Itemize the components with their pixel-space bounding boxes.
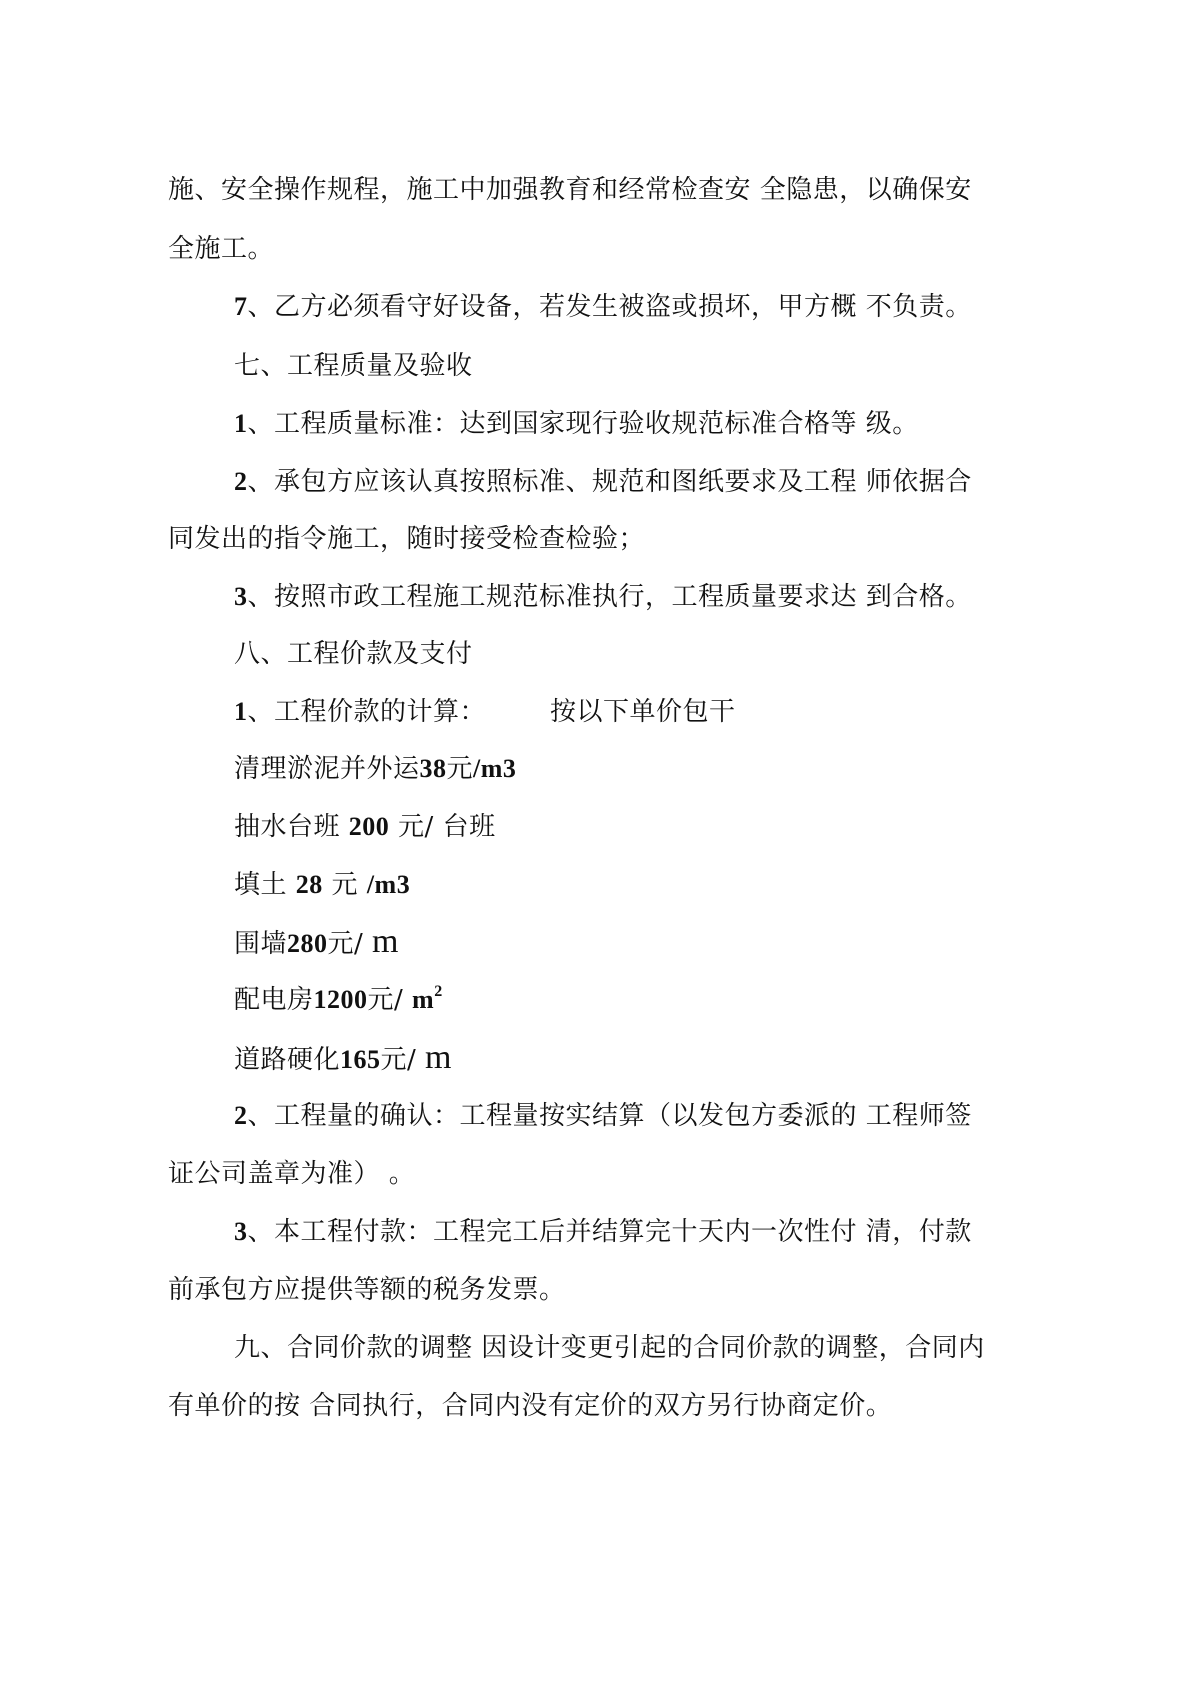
clause-2-quantity xyxy=(234,1096,972,1136)
clause-1 xyxy=(234,404,919,444)
clause-number: 2 xyxy=(234,467,248,496)
item-unit-suffix: m xyxy=(372,923,399,960)
text: 、按照市政工程施工规范标准执行，工程质量要求达 到合格。 xyxy=(247,582,972,612)
item-name: 配电房 xyxy=(234,985,314,1015)
section-heading-7 xyxy=(234,346,473,386)
clause-3 xyxy=(234,577,972,617)
item-unit: 元/ xyxy=(327,929,364,959)
clause-number: 7 xyxy=(234,292,248,321)
text: 、本工程付款：工程完工后并结算完十天内一次性付 清，付款 xyxy=(247,1217,972,1247)
item-unit: 元 xyxy=(446,754,474,784)
item-unit-suffix: /m3 xyxy=(366,870,411,899)
price-item xyxy=(234,1038,452,1078)
item-name: 填土 xyxy=(234,870,288,900)
text: 、工程质量标准：达到国家现行验收规范标准合格等 级。 xyxy=(247,409,919,439)
price-item xyxy=(234,922,399,962)
clause-number: 3 xyxy=(234,582,248,611)
item-price: 280 xyxy=(287,929,328,958)
text: 、工程量的确认：工程量按实结算（以发包方委派的 工程师签 xyxy=(247,1101,972,1131)
paragraph-line xyxy=(168,1154,415,1194)
item-name: 道路硬化 xyxy=(234,1045,341,1075)
item-unit: 元/ xyxy=(367,985,404,1015)
item-unit: 元 xyxy=(331,870,359,900)
item-unit-suffix: m xyxy=(412,985,435,1014)
text: 有单价的按 合同执行，合同内没有定价的双方另行协商定价。 xyxy=(168,1391,893,1421)
text: 、工程价款的计算： xyxy=(247,697,487,727)
clause-2 xyxy=(234,462,972,502)
item-name: 抽水台班 xyxy=(234,812,341,842)
clause-7 xyxy=(234,287,972,327)
text: 、乙方必须看守好设备，若发生被盗或损坏，甲方概 不负责。 xyxy=(247,292,972,322)
heading-text: 七、工程质量及验收 xyxy=(234,351,473,381)
clause-number: 2 xyxy=(234,1101,248,1130)
text: 按以下单价包干 xyxy=(550,697,736,727)
paragraph-line xyxy=(168,1386,892,1426)
clause-number: 3 xyxy=(234,1217,248,1246)
item-price: 165 xyxy=(340,1045,381,1074)
item-price: 1200 xyxy=(313,985,368,1014)
item-unit-suffix: /m3 xyxy=(473,754,517,783)
text: 施、安全操作规程，施工中加强教育和经常检查安 全隐患，以确保安 xyxy=(168,175,972,205)
price-item xyxy=(234,807,496,847)
item-name: 围墙 xyxy=(234,929,288,959)
item-price: 38 xyxy=(419,754,447,783)
clause-number: 1 xyxy=(234,409,248,438)
text: 证公司盖章为准） 。 xyxy=(168,1159,416,1189)
paragraph-line xyxy=(168,1270,566,1310)
paragraph-line xyxy=(168,170,972,210)
text: 全施工。 xyxy=(168,234,275,264)
superscript: 2 xyxy=(434,983,443,1001)
text: 九、合同价款的调整 因设计变更引起的合同价款的调整，合同内 xyxy=(234,1333,985,1363)
clause-number: 1 xyxy=(234,697,248,726)
paragraph-line xyxy=(168,519,645,559)
paragraph-line xyxy=(168,229,274,269)
price-item xyxy=(234,865,410,905)
section-heading-8 xyxy=(234,634,473,674)
text: 、承包方应该认真按照标准、规范和图纸要求及工程 师依据合 xyxy=(247,467,972,497)
item-name: 清理淤泥并外运 xyxy=(234,754,420,784)
section-9-line xyxy=(234,1328,985,1368)
item-price: 200 xyxy=(348,812,390,841)
clause-1-price xyxy=(234,692,736,732)
item-price: 28 xyxy=(295,870,323,899)
item-unit: 元/ xyxy=(380,1045,417,1075)
text: 前承包方应提供等额的税务发票。 xyxy=(168,1275,566,1305)
price-item xyxy=(234,980,443,1020)
price-item xyxy=(234,749,516,789)
item-unit: 元/ 台班 xyxy=(398,812,496,842)
text: 同发出的指令施工，随时接受检查检验； xyxy=(168,524,646,554)
clause-3-payment xyxy=(234,1212,972,1252)
heading-text: 八、工程价款及支付 xyxy=(234,639,473,669)
item-unit-suffix: m xyxy=(425,1039,452,1076)
